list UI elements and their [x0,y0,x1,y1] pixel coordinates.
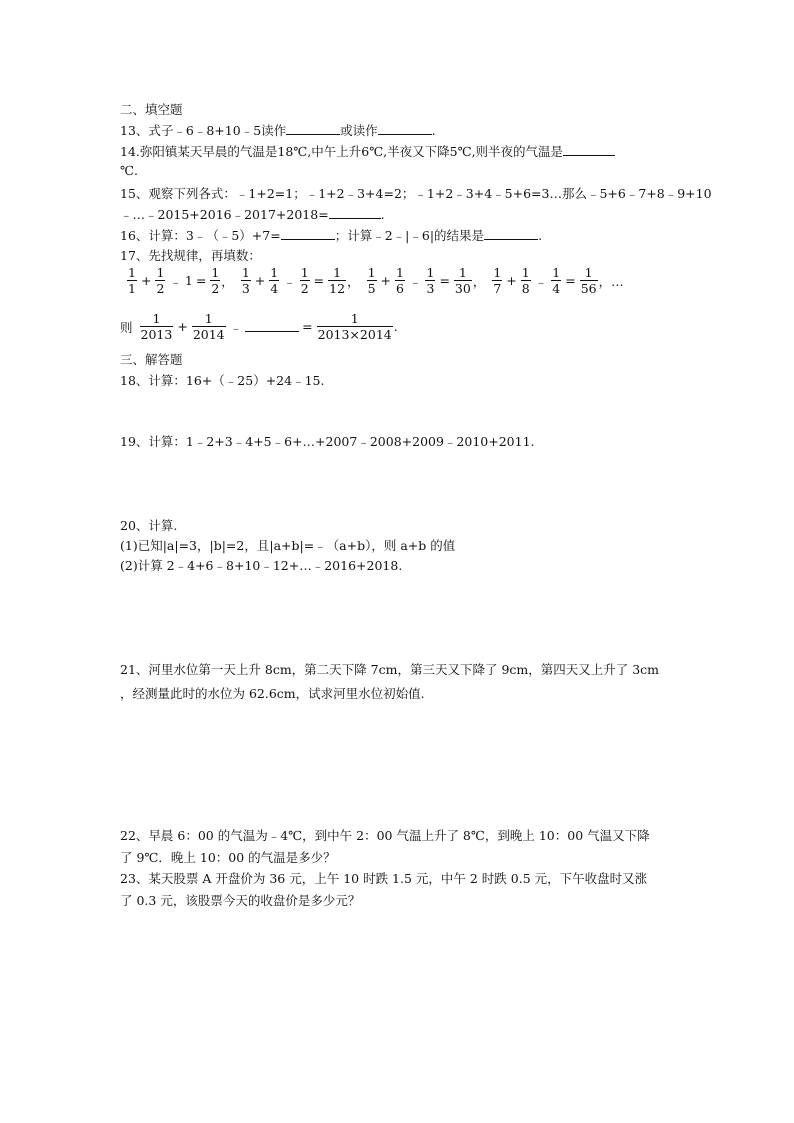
fraction: $\frac{1}{5}$ [367,265,376,297]
question-15: 15、观察下列各式：﹣1+2=1；﹣1+2﹣3+4=2；﹣1+2﹣3+4﹣5+6=3…那么﹣5+6﹣7+8﹣9+10 [120,186,712,201]
question-22-line2: 了 9℃．晚上 10：00 的气温是多少？ [120,850,336,865]
answer-blank [286,134,340,135]
answer-blank [378,134,432,135]
answer-blank [329,218,381,219]
fraction: $\frac{1}{3}$ [426,265,435,297]
section-3-title: 三、解答题 [120,352,183,367]
fraction: $\frac{1}{8}$ [521,265,530,297]
question-13: 13、式子﹣6﹣8+10﹣5读作 或读作 . [120,123,436,138]
question-20-part1: (1)已知|a|=3，|b|=2，且|a+b|=﹣（a+b），则 a+b 的值 [120,538,456,553]
fraction: $\frac{1}{4}$ [270,265,279,297]
fraction: $\frac{1}{2}$ [156,265,165,297]
question-15-line2: ﹣…﹣2015+2016﹣2017+2018= . [120,207,385,222]
answer-blank [245,331,299,332]
question-21-line2: ，经测量此时的水位为 62.6cm，试求河里水位初始值. [120,686,425,701]
question-20-part2: (2)计算 2﹣4+6﹣8+10﹣12+…﹣2016+2018. [120,558,403,573]
fraction: $\frac{1}{2}$ [211,265,220,297]
question-17-title: 17、先找规律，再填数： [120,248,261,263]
question-14: 14.弥阳镇某天早晨的气温是18℃,中午上升6℃,半夜又下降5℃,则半夜的气温是 [120,142,615,160]
fraction: $\frac{1}{56}$ [580,265,597,297]
question-23-line2: 了 0.3 元，该股票今天的收盘价是多少元？ [120,893,361,908]
section-2-title: 二、填空题 [120,102,183,117]
fraction: $\frac{1}{7}$ [493,265,502,297]
fraction: $\frac{1}{2}$ [300,265,309,297]
question-14-line2: ℃. [120,163,138,178]
fraction: $\frac{1}{2013}$ [140,311,173,343]
question-17-pattern: $\frac{1}{1}$ + $\frac{1}{2}$ ﹣ 1 = $\frac{1}{2}$ ， $\frac{1}{3}$ + $\frac{1}{4}$ ﹣ $\frac{1}{2}$ = $\frac{1}{12}$ ， $\frac{1}{5}$ + $\frac{1}{6}$ ﹣ $\frac{1}{3}$ = $\frac{1}{30}$ ， $\frac{1}{7}$ + $\frac{1}{8}$ ﹣ $\frac{1}{4}$ = $\frac{1}{56}$ ，… [128,265,624,297]
question-19: 19、计算：1﹣2+3﹣4+5﹣6+…+2007﹣2008+2009﹣2010+2011. [120,434,535,449]
fraction: $\frac{1}{4}$ [552,265,561,297]
answer-blank [281,239,335,240]
question-23: 23、某天股票 A 开盘价为 36 元，上午 10 时跌 1.5 元，中午 2 时跌 0.5 元，下午收盘时又涨 [120,871,648,886]
question-20-title: 20、计算. [120,518,178,533]
fraction: $\frac{1}{30}$ [454,265,471,297]
question-16: 16、计算：3﹣（﹣5）+7= ；计算﹣2﹣|﹣6|的结果是 . [120,228,543,243]
fraction: $\frac{1}{6}$ [396,265,404,297]
question-22: 22、早晨 6：00 的气温为﹣4℃，到中午 2：00 气温上升了 8℃，到晚上 10：00 气温又下降 [120,828,650,843]
fraction: $\frac{1}{2013\times 2014}$ [317,311,392,343]
fraction: $\frac{1}{1}$ [128,265,136,297]
answer-blank [484,239,538,240]
question-17-final: 则 $\frac{1}{2013}$ + $\frac{1}{2014}$ ﹣ = $\frac{1}{2013\times 2014}$ . [120,311,398,343]
fraction: $\frac{1}{3}$ [241,265,250,297]
fraction: $\frac{1}{12}$ [329,265,346,297]
fraction: $\frac{1}{2014}$ [192,311,225,343]
question-21: 21、河里水位第一天上升 8cm，第二天下降 7cm，第三天又下降了 9cm，第四天又上升了 3cm [120,662,660,677]
answer-blank [563,155,615,156]
question-18: 18、计算：16+（﹣25）+24﹣15. [120,373,325,388]
